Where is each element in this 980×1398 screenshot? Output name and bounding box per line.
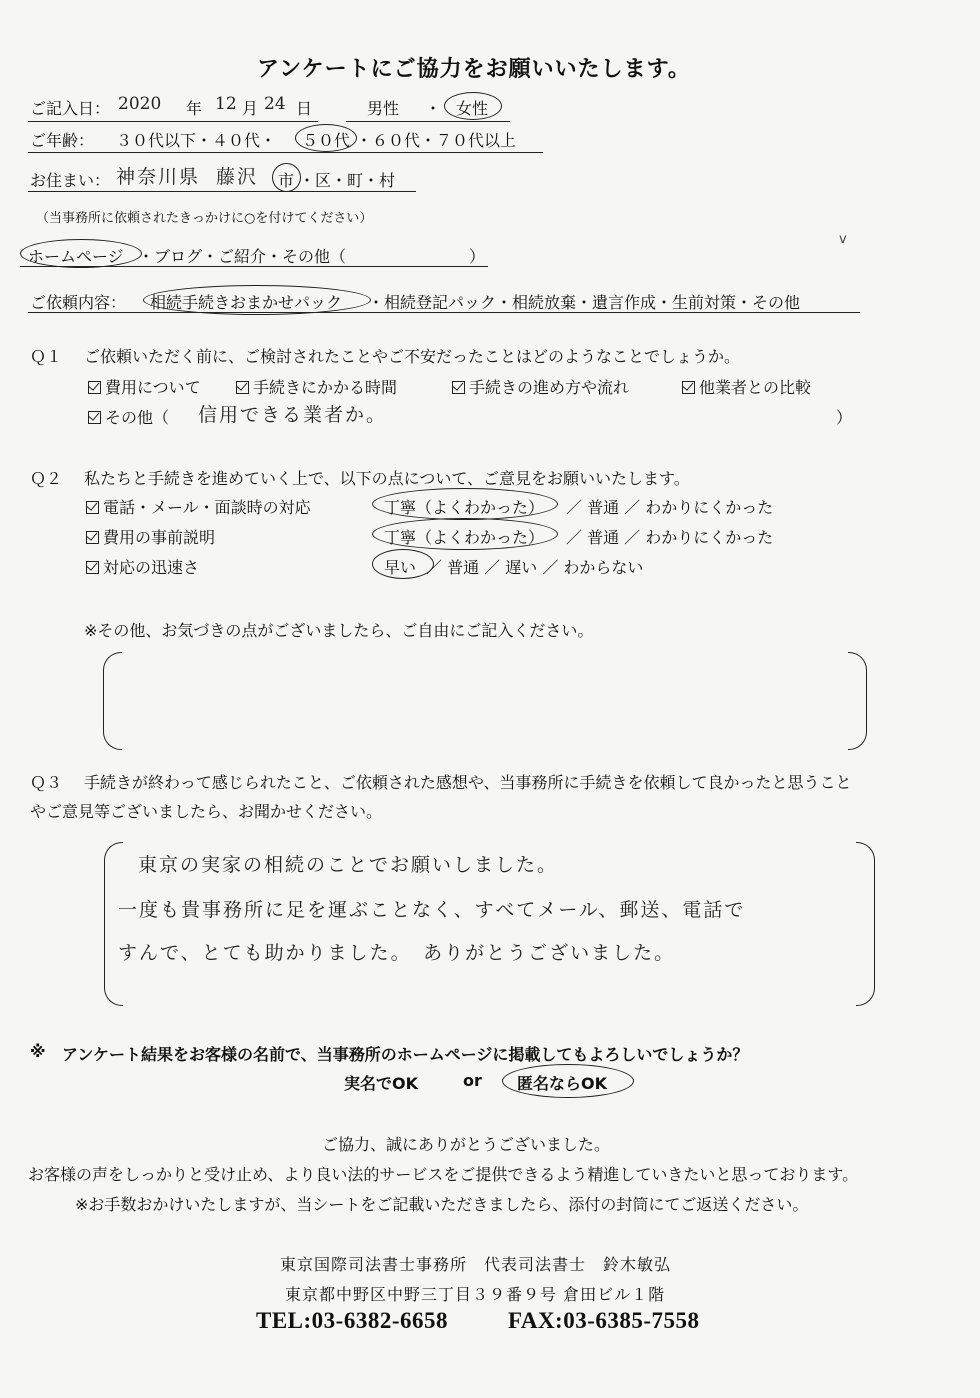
q1-option-compare	[682, 375, 811, 398]
publish-selected-circle	[502, 1064, 634, 1098]
stray-mark: v	[839, 232, 847, 247]
q1-other-label: その他（	[105, 408, 170, 427]
q1-other-answer: 信用できる業者か。	[198, 404, 388, 426]
q1-option-label: 手続きの進め方や流れ	[469, 378, 630, 397]
q1-other-close: ）	[836, 408, 853, 427]
age-underline	[28, 152, 543, 153]
page-title: アンケートにご協力をお願いいたします。	[257, 57, 691, 82]
gender-male: 男性	[367, 99, 400, 118]
address-label: お住まい：	[30, 171, 111, 190]
address-city: 藤沢	[216, 166, 259, 188]
q2-row-response-selected: 丁寧（よくわかった）	[384, 498, 545, 517]
q2-row-fee-selected: 丁寧（よくわかった）	[384, 528, 545, 547]
q1-option-cost	[88, 375, 201, 398]
q3-answer-bracket-left	[104, 842, 123, 1006]
footer-office: 東京国際司法書士事務所 代表司法書士 鈴木敏弘	[280, 1255, 672, 1274]
q1-option-label: 他業者との比較	[699, 378, 812, 397]
publish-question: アンケート結果をお客様の名前で、当事務所のホームページに掲載してもよろしいでしょうか？	[62, 1045, 749, 1064]
q1-option-time	[236, 375, 397, 398]
checkbox-checked-icon	[86, 561, 99, 574]
footer-address: 東京都中野区中野三丁目３９番９号 倉田ビル１階	[285, 1285, 666, 1304]
q2-row-response-circle	[372, 488, 558, 520]
checkbox-checked-icon	[88, 411, 101, 424]
q3-answer-line3: すんで、とても助かりました。 ありがとうございました。	[118, 942, 676, 964]
footer-tel: TEL:03-6382-6658	[256, 1308, 448, 1333]
publish-anonymous-ok: 匿名ならOK	[517, 1074, 608, 1093]
footer-fax: FAX:03-6385-7558	[508, 1308, 700, 1333]
q2-comment-bracket-left	[103, 652, 122, 750]
q1-option-process	[452, 375, 629, 398]
address-selected-circle	[272, 163, 301, 192]
entry-month: 12	[215, 94, 237, 114]
entry-year-unit: 年	[186, 99, 203, 118]
checkbox-checked-icon	[452, 381, 465, 394]
q3-number: Ｑ３	[30, 773, 63, 792]
gender-sep: ・	[425, 99, 442, 118]
q3-answer-bracket-right	[856, 842, 875, 1006]
request-options-after: ・相続登記パック・相続放棄・遺言作成・生前対策・その他	[368, 293, 801, 312]
age-selected-circle	[295, 124, 357, 152]
thanks-line1: ご協力、誠にありがとうございました。	[322, 1135, 611, 1154]
q2-row-label: 費用の事前説明	[103, 528, 216, 547]
request-selected: 相続手続きおまかせパック	[150, 293, 343, 312]
trigger-underline	[20, 266, 488, 267]
thanks-line3: ※お手数おかけいたしますが、当シートをご記載いただきましたら、添付の封筒にてご返送ください。	[75, 1195, 809, 1214]
entry-day-unit: 日	[296, 99, 313, 118]
q2-row-speed-circle	[372, 549, 434, 579]
age-options-after: ・６０代・７０代以上	[356, 131, 517, 150]
q2-number: Ｑ２	[30, 469, 63, 488]
trigger-note: （当事務所に依頼されたきっかけに○を付けてください）	[36, 211, 373, 226]
q2-question: 私たちと手続きを進めていく上で、以下の点について、ご意見をお願いいたします。	[84, 469, 690, 488]
q1-option-label: 費用について	[105, 378, 201, 397]
q3-answer-line1: 東京の実家の相続のことでお願いしました。	[138, 854, 559, 876]
entry-month-unit: 月	[242, 99, 259, 118]
q2-comment-bracket-right	[848, 652, 867, 750]
entry-day: 24	[264, 94, 286, 114]
request-selected-circle	[143, 285, 371, 315]
gender-selected-circle	[444, 92, 502, 120]
address-options-after: ・区・町・村	[299, 171, 396, 190]
checkbox-checked-icon	[88, 381, 101, 394]
age-label: ご年齢：	[30, 131, 95, 150]
request-label: ご依頼内容：	[30, 293, 127, 312]
trigger-selected-circle	[20, 239, 142, 268]
q1-number: Ｑ１	[30, 347, 63, 366]
request-underline	[28, 312, 860, 313]
checkbox-checked-icon	[236, 381, 249, 394]
q3-answer-line2: 一度も貴事務所に足を運ぶことなく、すべてメール、郵送、電話で	[118, 899, 746, 921]
q2-row-fee-rest: ／ 普通 ／ わかりにくかった	[566, 528, 774, 547]
publish-or: or	[463, 1071, 482, 1090]
q2-row-speed-rest: ／ 普通 ／ 遅い ／ わからない	[426, 558, 644, 577]
address-selected: 市	[278, 171, 295, 190]
q2-row-speed	[86, 555, 199, 578]
age-options-before: ３０代以下・４０代・	[116, 131, 277, 150]
q2-row-fee-circle	[372, 518, 558, 550]
q2-row-label: 電話・メール・面談時の対応	[103, 498, 311, 517]
entry-date-label: ご記入日：	[30, 99, 111, 118]
q2-row-fee	[86, 525, 215, 548]
trigger-options-after: ・ブログ・ご紹介・その他（	[138, 247, 347, 266]
q1-question: ご依頼いただく前に、ご検討されたことやご不安だったことはどのようなことでしょうか。	[84, 347, 741, 366]
checkbox-checked-icon	[86, 501, 99, 514]
address-underline	[28, 191, 416, 192]
entry-year: 2020	[118, 94, 162, 114]
entry-date-underline	[28, 121, 318, 122]
q2-row-response-rest: ／ 普通 ／ わかりにくかった	[566, 498, 774, 517]
address-pref: 神奈川県	[116, 166, 201, 188]
checkbox-checked-icon	[682, 381, 695, 394]
q1-option-other	[88, 405, 169, 428]
q3-question-line2: やご意見等ございましたら、お聞かせください。	[30, 802, 383, 821]
q2-row-speed-selected: 早い	[384, 558, 417, 577]
q2-row-response	[86, 495, 311, 518]
q1-option-label: 手続きにかかる時間	[253, 378, 398, 397]
publish-mark: ※	[30, 1042, 46, 1061]
gender-female: 女性	[456, 99, 489, 118]
checkbox-checked-icon	[86, 531, 99, 544]
age-selected: ５０代	[302, 131, 351, 150]
q3-question-line1: 手続きが終わって感じられたこと、ご依頼された感想や、当事務所に手続きを依頼して良かったと思うこと	[84, 773, 852, 792]
trigger-close-paren: ）	[469, 247, 486, 266]
gender-underline	[346, 121, 510, 122]
q2-row-label: 対応の迅速さ	[103, 558, 200, 577]
thanks-line2: お客様の声をしっかりと受け止め、より良い法的サービスをご提供できるよう精進していきたいと思っております。	[28, 1165, 859, 1184]
trigger-selected: ホームページ	[28, 247, 124, 266]
publish-real-name-ok: 実名でOK	[344, 1074, 419, 1093]
q2-other-prompt: ※その他、お気づきの点がございましたら、ご自由にご記入ください。	[84, 621, 594, 640]
